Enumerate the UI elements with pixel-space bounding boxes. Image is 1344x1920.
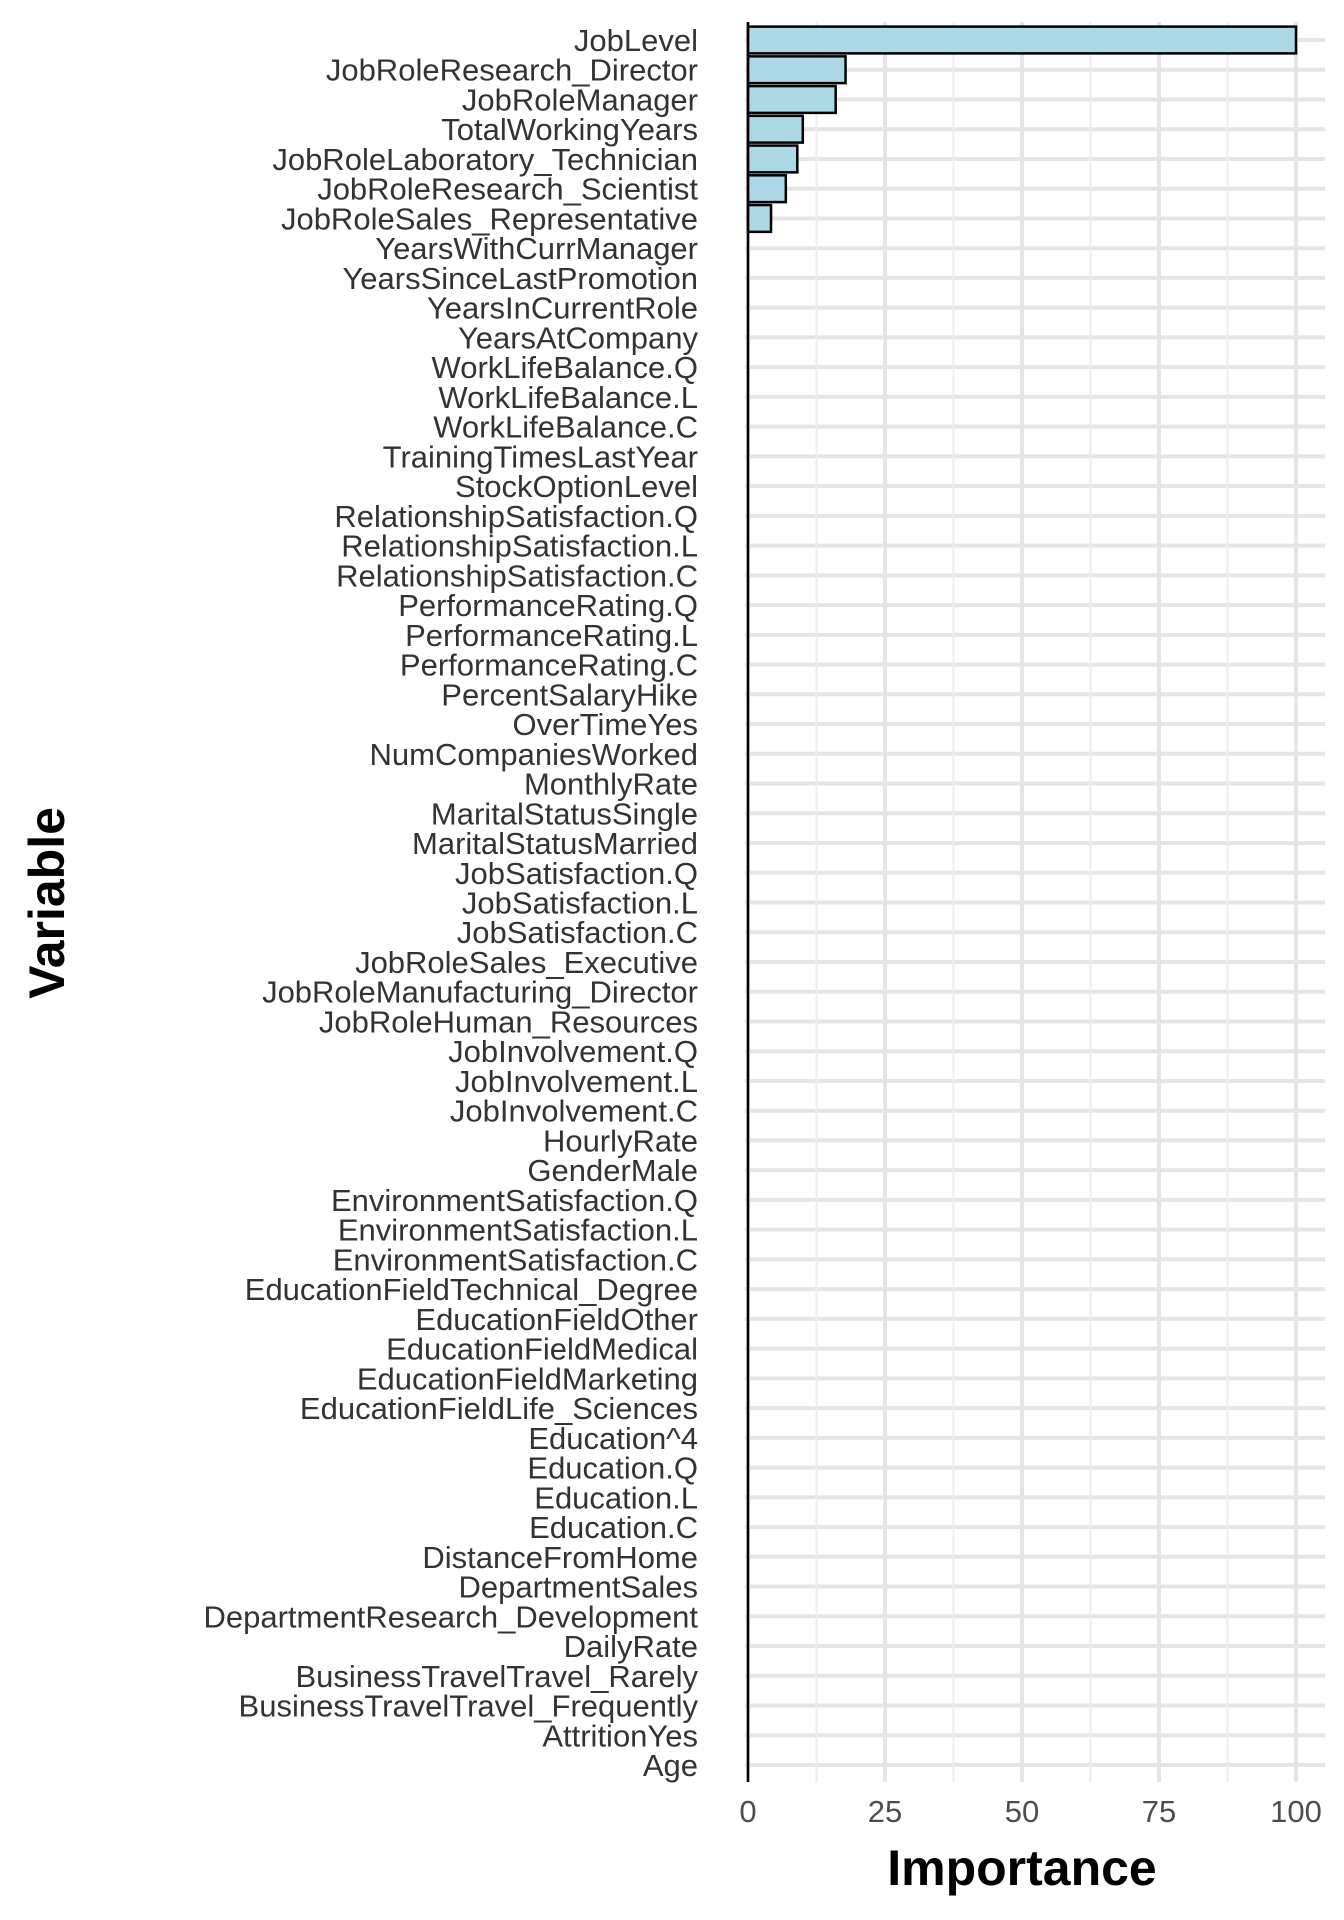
y-tick-label: BusinessTravelTravel_Rarely	[295, 1658, 698, 1694]
y-tick-label: JobLevel	[573, 23, 698, 58]
bar	[748, 175, 786, 202]
y-tick-label: YearsSinceLastPromotion	[342, 260, 698, 296]
y-tick-label: AttritionYes	[542, 1718, 698, 1754]
y-tick-label: EducationFieldMarketing	[356, 1361, 698, 1397]
y-tick-label: StockOptionLevel	[455, 469, 698, 505]
y-tick-label: EducationFieldOther	[415, 1301, 698, 1337]
y-tick-label: EducationFieldMedical	[386, 1331, 698, 1367]
y-tick-label: JobRoleResearch_Scientist	[317, 171, 698, 207]
y-tick-label: JobRoleManufacturing_Director	[262, 974, 698, 1010]
y-tick-label: EducationFieldLife_Sciences	[299, 1391, 698, 1427]
y-tick-label: YearsInCurrentRole	[426, 290, 698, 326]
bar	[748, 27, 1296, 54]
x-tick-label: 75	[1141, 1794, 1177, 1829]
y-tick-label: GenderMale	[527, 1153, 698, 1189]
x-tick-label: 100	[1270, 1794, 1322, 1829]
y-tick-label: MaritalStatusSingle	[430, 796, 698, 832]
y-tick-label: JobRoleManager	[461, 82, 698, 118]
y-tick-label: RelationshipSatisfaction.L	[341, 528, 698, 564]
y-axis-title: Variable	[19, 807, 75, 999]
y-tick-label: YearsWithCurrManager	[375, 231, 698, 267]
y-tick-label: PerformanceRating.C	[399, 647, 698, 683]
y-tick-label: JobInvolvement.Q	[448, 1034, 698, 1070]
x-tick-labels	[739, 1794, 1321, 1829]
y-tick-label: DailyRate	[563, 1629, 698, 1665]
y-tick-label: RelationshipSatisfaction.C	[336, 558, 698, 594]
bar	[748, 205, 771, 232]
y-tick-label: Age	[642, 1748, 698, 1783]
y-tick-label: TrainingTimesLastYear	[382, 439, 698, 475]
y-tick-label: RelationshipSatisfaction.Q	[334, 498, 698, 534]
y-tick-label: PerformanceRating.L	[405, 617, 698, 653]
y-tick-label: DistanceFromHome	[422, 1539, 698, 1575]
y-tick-label: JobInvolvement.C	[449, 1093, 698, 1129]
grid	[745, 22, 1325, 1782]
y-tick-label: DepartmentSales	[458, 1569, 698, 1605]
y-tick-label: WorkLifeBalance.Q	[431, 350, 698, 386]
y-tick-label: MaritalStatusMarried	[412, 826, 698, 862]
y-tick-label: WorkLifeBalance.L	[438, 379, 698, 415]
bar	[748, 56, 846, 83]
y-tick-label: Education.L	[534, 1480, 698, 1516]
y-tick-label: JobRoleResearch_Director	[325, 52, 698, 88]
y-tick-label: Education^4	[528, 1420, 698, 1456]
y-tick-label: JobRoleHuman_Resources	[318, 1004, 698, 1040]
y-tick-label: HourlyRate	[542, 1123, 698, 1159]
y-tick-label: OverTimeYes	[512, 707, 698, 743]
x-tick-label: 25	[867, 1794, 903, 1829]
bar	[748, 86, 836, 113]
y-tick-label: EducationFieldTechnical_Degree	[244, 1272, 698, 1308]
y-tick-label: JobRoleSales_Representative	[280, 201, 698, 237]
x-tick-label: 0	[739, 1794, 757, 1829]
x-axis-title: Importance	[887, 1840, 1157, 1896]
bar	[748, 146, 797, 173]
y-tick-label: Education.C	[529, 1510, 698, 1546]
y-tick-label: YearsAtCompany	[457, 320, 698, 356]
y-tick-label: NumCompaniesWorked	[369, 736, 698, 772]
y-tick-label: JobInvolvement.L	[455, 1063, 698, 1099]
y-tick-label: EnvironmentSatisfaction.C	[332, 1242, 698, 1278]
y-tick-label: PerformanceRating.Q	[398, 588, 698, 624]
y-tick-label: JobRoleLaboratory_Technician	[272, 141, 698, 177]
y-tick-label: BusinessTravelTravel_Frequently	[238, 1688, 698, 1724]
y-tick-labels	[203, 23, 698, 1783]
y-tick-label: JobSatisfaction.L	[461, 885, 698, 921]
x-tick-label: 50	[1004, 1794, 1040, 1829]
y-tick-label: MonthlyRate	[523, 766, 698, 802]
y-tick-label: JobSatisfaction.Q	[455, 855, 698, 891]
y-tick-label: TotalWorkingYears	[441, 112, 698, 148]
y-tick-label: JobSatisfaction.C	[456, 915, 698, 951]
y-tick-label: WorkLifeBalance.C	[433, 409, 698, 445]
y-tick-label: EnvironmentSatisfaction.L	[337, 1212, 698, 1248]
y-tick-label: Education.Q	[527, 1450, 698, 1486]
y-tick-label: PercentSalaryHike	[441, 677, 698, 713]
y-tick-label: DepartmentResearch_Development	[203, 1599, 698, 1635]
y-tick-label: JobRoleSales_Executive	[355, 944, 698, 980]
bar	[748, 116, 803, 143]
y-tick-label: EnvironmentSatisfaction.Q	[330, 1182, 698, 1218]
